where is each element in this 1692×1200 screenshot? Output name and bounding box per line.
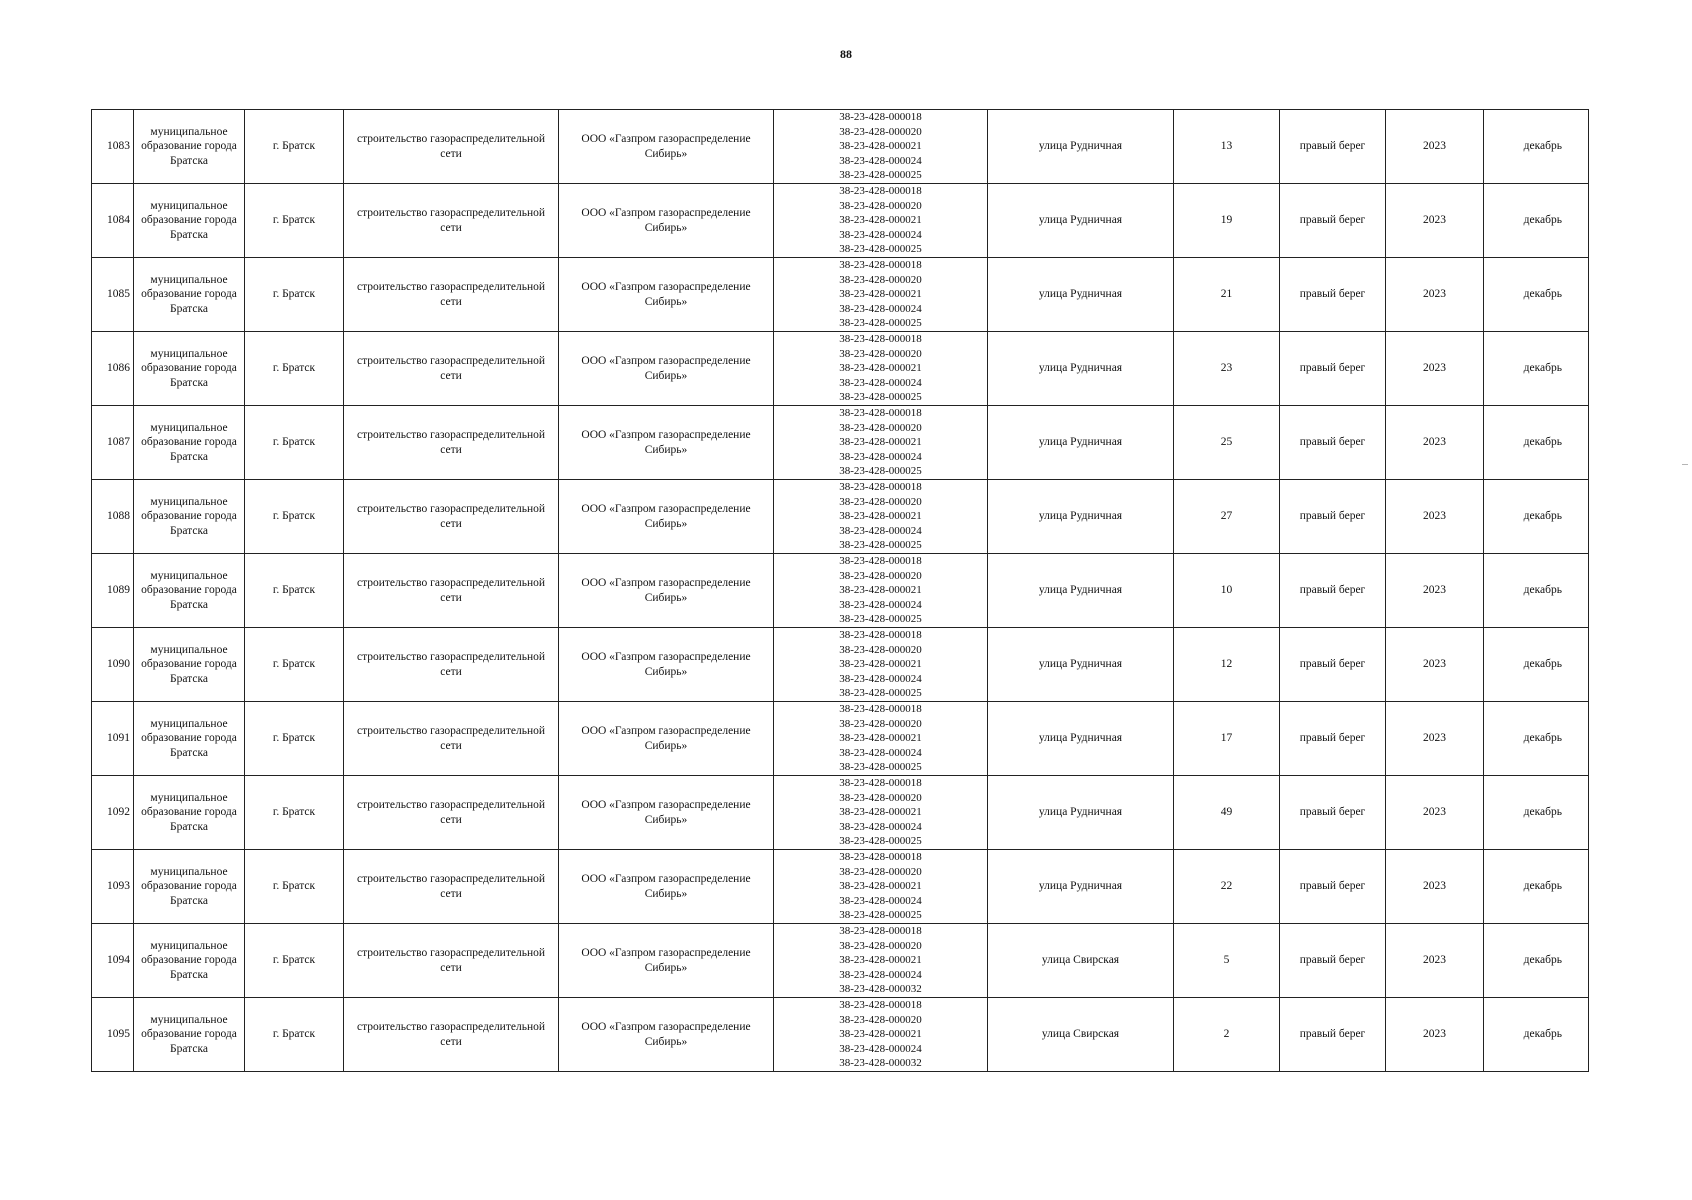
cadastral-number: 38-23-428-000021 (839, 214, 922, 227)
table-row (92, 480, 1589, 554)
row-number: 1091 (92, 702, 134, 776)
row-number: 1094 (92, 924, 134, 998)
cadastral-cell (774, 258, 988, 332)
month-cell: декабрь (1484, 184, 1589, 258)
cadastral-cell (774, 480, 988, 554)
row-number: 1087 (92, 406, 134, 480)
cadastral-number: 38-23-428-000020 (839, 199, 922, 212)
month-cell: декабрь (1484, 776, 1589, 850)
cadastral-number: 38-23-428-000025 (839, 835, 922, 848)
cadastral-number: 38-23-428-000018 (839, 629, 922, 642)
district-cell: правый берег (1280, 924, 1386, 998)
house-number-cell: 12 (1174, 628, 1280, 702)
cadastral-number: 38-23-428-000025 (839, 317, 922, 330)
table-row (92, 776, 1589, 850)
year-cell: 2023 (1386, 554, 1484, 628)
cadastral-number: 38-23-428-000021 (839, 658, 922, 671)
street-cell: улица Рудничная (988, 184, 1174, 258)
municipality-cell: муниципальное образование города Братска (134, 258, 245, 332)
house-number-cell: 13 (1174, 110, 1280, 184)
locality-cell: г. Братск (245, 924, 344, 998)
owner-cell: ООО «Газпром газораспределение Сибирь» (559, 850, 774, 924)
table-row (92, 850, 1589, 924)
cadastral-cell (774, 406, 988, 480)
cadastral-number: 38-23-428-000021 (839, 510, 922, 523)
municipality-cell: муниципальное образование города Братска (134, 406, 245, 480)
month-cell: декабрь (1484, 998, 1589, 1072)
table-row (92, 702, 1589, 776)
street-cell: улица Рудничная (988, 702, 1174, 776)
cadastral-number: 38-23-428-000020 (839, 939, 922, 952)
cadastral-number: 38-23-428-000021 (839, 1028, 922, 1041)
row-number: 1092 (92, 776, 134, 850)
cadastral-cell (774, 332, 988, 406)
cadastral-number: 38-23-428-000024 (839, 894, 922, 907)
cadastral-cell (774, 850, 988, 924)
cadastral-number: 38-23-428-000025 (839, 761, 922, 774)
house-number-cell: 17 (1174, 702, 1280, 776)
cadastral-number: 38-23-428-000024 (839, 228, 922, 241)
district-cell: правый берег (1280, 776, 1386, 850)
table-row (92, 258, 1589, 332)
municipality-cell: муниципальное образование города Братска (134, 998, 245, 1072)
table-row (92, 332, 1589, 406)
year-cell: 2023 (1386, 628, 1484, 702)
table-row (92, 998, 1589, 1072)
locality-cell: г. Братск (245, 628, 344, 702)
locality-cell: г. Братск (245, 258, 344, 332)
cadastral-cell (774, 924, 988, 998)
year-cell: 2023 (1386, 924, 1484, 998)
cadastral-number: 38-23-428-000025 (839, 687, 922, 700)
street-cell: улица Рудничная (988, 776, 1174, 850)
cadastral-number: 38-23-428-000024 (839, 524, 922, 537)
scan-mark (1682, 464, 1688, 465)
row-number: 1095 (92, 998, 134, 1072)
municipality-cell: муниципальное образование города Братска (134, 332, 245, 406)
cadastral-number: 38-23-428-000018 (839, 333, 922, 346)
cadastral-number: 38-23-428-000020 (839, 495, 922, 508)
owner-cell: ООО «Газпром газораспределение Сибирь» (559, 406, 774, 480)
cadastral-number: 38-23-428-000021 (839, 140, 922, 153)
table-row (92, 406, 1589, 480)
purpose-cell: строительство газораспределительной сети (344, 776, 559, 850)
municipality-cell: муниципальное образование города Братска (134, 554, 245, 628)
cadastral-number: 38-23-428-000018 (839, 703, 922, 716)
row-number: 1089 (92, 554, 134, 628)
month-cell: декабрь (1484, 628, 1589, 702)
table-row (92, 924, 1589, 998)
locality-cell: г. Братск (245, 332, 344, 406)
purpose-cell: строительство газораспределительной сети (344, 924, 559, 998)
cadastral-number: 38-23-428-000021 (839, 806, 922, 819)
cadastral-number: 38-23-428-000018 (839, 111, 922, 124)
owner-cell: ООО «Газпром газораспределение Сибирь» (559, 258, 774, 332)
owner-cell: ООО «Газпром газораспределение Сибирь» (559, 110, 774, 184)
house-number-cell: 23 (1174, 332, 1280, 406)
locality-cell: г. Братск (245, 110, 344, 184)
year-cell: 2023 (1386, 850, 1484, 924)
cadastral-number: 38-23-428-000018 (839, 407, 922, 420)
district-cell: правый берег (1280, 554, 1386, 628)
cadastral-number: 38-23-428-000021 (839, 362, 922, 375)
municipality-cell: муниципальное образование города Братска (134, 702, 245, 776)
cadastral-number: 38-23-428-000020 (839, 569, 922, 582)
table-row (92, 554, 1589, 628)
district-cell: правый берег (1280, 702, 1386, 776)
street-cell: улица Рудничная (988, 480, 1174, 554)
district-cell: правый берег (1280, 258, 1386, 332)
cadastral-cell (774, 998, 988, 1072)
cadastral-cell (774, 702, 988, 776)
purpose-cell: строительство газораспределительной сети (344, 258, 559, 332)
house-number-cell: 49 (1174, 776, 1280, 850)
owner-cell: ООО «Газпром газораспределение Сибирь» (559, 776, 774, 850)
cadastral-number: 38-23-428-000018 (839, 259, 922, 272)
purpose-cell: строительство газораспределительной сети (344, 702, 559, 776)
month-cell: декабрь (1484, 850, 1589, 924)
owner-cell: ООО «Газпром газораспределение Сибирь» (559, 480, 774, 554)
row-number: 1090 (92, 628, 134, 702)
table-row (92, 184, 1589, 258)
cadastral-number: 38-23-428-000025 (839, 613, 922, 626)
district-cell: правый берег (1280, 110, 1386, 184)
month-cell: декабрь (1484, 258, 1589, 332)
year-cell: 2023 (1386, 776, 1484, 850)
cadastral-number: 38-23-428-000021 (839, 732, 922, 745)
locality-cell: г. Братск (245, 998, 344, 1072)
district-cell: правый берег (1280, 480, 1386, 554)
owner-cell: ООО «Газпром газораспределение Сибирь» (559, 702, 774, 776)
locality-cell: г. Братск (245, 702, 344, 776)
row-number: 1086 (92, 332, 134, 406)
cadastral-number: 38-23-428-000025 (839, 909, 922, 922)
purpose-cell: строительство газораспределительной сети (344, 998, 559, 1072)
district-cell: правый берег (1280, 406, 1386, 480)
street-cell: улица Рудничная (988, 258, 1174, 332)
year-cell: 2023 (1386, 998, 1484, 1072)
purpose-cell: строительство газораспределительной сети (344, 110, 559, 184)
purpose-cell: строительство газораспределительной сети (344, 850, 559, 924)
cadastral-number: 38-23-428-000020 (839, 643, 922, 656)
district-cell: правый берег (1280, 850, 1386, 924)
year-cell: 2023 (1386, 702, 1484, 776)
cadastral-number: 38-23-428-000024 (839, 672, 922, 685)
municipality-cell: муниципальное образование города Братска (134, 628, 245, 702)
cadastral-number: 38-23-428-000024 (839, 598, 922, 611)
municipality-cell: муниципальное образование города Братска (134, 480, 245, 554)
cadastral-number: 38-23-428-000021 (839, 436, 922, 449)
row-number: 1083 (92, 110, 134, 184)
cadastral-cell (774, 776, 988, 850)
house-number-cell: 27 (1174, 480, 1280, 554)
month-cell: декабрь (1484, 110, 1589, 184)
year-cell: 2023 (1386, 110, 1484, 184)
owner-cell: ООО «Газпром газораспределение Сибирь» (559, 332, 774, 406)
owner-cell: ООО «Газпром газораспределение Сибирь» (559, 924, 774, 998)
district-cell: правый берег (1280, 998, 1386, 1072)
cadastral-number: 38-23-428-000020 (839, 865, 922, 878)
page-number: 88 (840, 47, 852, 61)
street-cell: улица Рудничная (988, 850, 1174, 924)
year-cell: 2023 (1386, 258, 1484, 332)
cadastral-number: 38-23-428-000024 (839, 154, 922, 167)
cadastral-number: 38-23-428-000020 (839, 791, 922, 804)
owner-cell: ООО «Газпром газораспределение Сибирь» (559, 184, 774, 258)
cadastral-number: 38-23-428-000021 (839, 288, 922, 301)
district-cell: правый берег (1280, 184, 1386, 258)
cadastral-number: 38-23-428-000025 (839, 539, 922, 552)
cadastral-number: 38-23-428-000024 (839, 1042, 922, 1055)
cadastral-number: 38-23-428-000018 (839, 555, 922, 568)
owner-cell: ООО «Газпром газораспределение Сибирь» (559, 554, 774, 628)
table-row (92, 110, 1589, 184)
cadastral-number: 38-23-428-000024 (839, 302, 922, 315)
purpose-cell: строительство газораспределительной сети (344, 184, 559, 258)
year-cell: 2023 (1386, 480, 1484, 554)
cadastral-number: 38-23-428-000021 (839, 954, 922, 967)
cadastral-number: 38-23-428-000024 (839, 968, 922, 981)
street-cell: улица Рудничная (988, 406, 1174, 480)
month-cell: декабрь (1484, 702, 1589, 776)
house-number-cell: 22 (1174, 850, 1280, 924)
cadastral-number: 38-23-428-000018 (839, 925, 922, 938)
row-number: 1093 (92, 850, 134, 924)
district-cell: правый берег (1280, 332, 1386, 406)
cadastral-cell (774, 628, 988, 702)
cadastral-number: 38-23-428-000018 (839, 185, 922, 198)
house-number-cell: 10 (1174, 554, 1280, 628)
year-cell: 2023 (1386, 184, 1484, 258)
municipality-cell: муниципальное образование города Братска (134, 184, 245, 258)
cadastral-number: 38-23-428-000018 (839, 851, 922, 864)
cadastral-number: 38-23-428-000020 (839, 717, 922, 730)
house-number-cell: 5 (1174, 924, 1280, 998)
row-number: 1084 (92, 184, 134, 258)
municipality-cell: муниципальное образование города Братска (134, 850, 245, 924)
year-cell: 2023 (1386, 332, 1484, 406)
cadastral-number: 38-23-428-000018 (839, 777, 922, 790)
cadastral-number: 38-23-428-000032 (839, 983, 922, 996)
street-cell: улица Рудничная (988, 332, 1174, 406)
purpose-cell: строительство газораспределительной сети (344, 332, 559, 406)
row-number: 1085 (92, 258, 134, 332)
gasification-registry-table (91, 109, 1589, 1072)
cadastral-number: 38-23-428-000018 (839, 481, 922, 494)
cadastral-number: 38-23-428-000025 (839, 243, 922, 256)
locality-cell: г. Братск (245, 554, 344, 628)
cadastral-number: 38-23-428-000018 (839, 999, 922, 1012)
month-cell: декабрь (1484, 554, 1589, 628)
municipality-cell: муниципальное образование города Братска (134, 110, 245, 184)
table-row (92, 628, 1589, 702)
street-cell: улица Рудничная (988, 628, 1174, 702)
purpose-cell: строительство газораспределительной сети (344, 554, 559, 628)
municipality-cell: муниципальное образование города Братска (134, 776, 245, 850)
cadastral-number: 38-23-428-000032 (839, 1057, 922, 1070)
cadastral-number: 38-23-428-000024 (839, 376, 922, 389)
street-cell: улица Свирская (988, 998, 1174, 1072)
year-cell: 2023 (1386, 406, 1484, 480)
locality-cell: г. Братск (245, 406, 344, 480)
locality-cell: г. Братск (245, 850, 344, 924)
cadastral-cell (774, 554, 988, 628)
street-cell: улица Рудничная (988, 554, 1174, 628)
cadastral-number: 38-23-428-000024 (839, 820, 922, 833)
month-cell: декабрь (1484, 924, 1589, 998)
owner-cell: ООО «Газпром газораспределение Сибирь» (559, 628, 774, 702)
house-number-cell: 2 (1174, 998, 1280, 1072)
cadastral-number: 38-23-428-000025 (839, 465, 922, 478)
cadastral-number: 38-23-428-000024 (839, 450, 922, 463)
purpose-cell: строительство газораспределительной сети (344, 480, 559, 554)
cadastral-cell (774, 110, 988, 184)
cadastral-number: 38-23-428-000020 (839, 347, 922, 360)
purpose-cell: строительство газораспределительной сети (344, 628, 559, 702)
cadastral-number: 38-23-428-000021 (839, 880, 922, 893)
month-cell: декабрь (1484, 406, 1589, 480)
cadastral-number: 38-23-428-000020 (839, 421, 922, 434)
district-cell: правый берег (1280, 628, 1386, 702)
registry-body (92, 110, 1589, 1072)
cadastral-number: 38-23-428-000021 (839, 584, 922, 597)
month-cell: декабрь (1484, 480, 1589, 554)
month-cell: декабрь (1484, 332, 1589, 406)
cadastral-number: 38-23-428-000020 (839, 125, 922, 138)
locality-cell: г. Братск (245, 184, 344, 258)
cadastral-number: 38-23-428-000020 (839, 1013, 922, 1026)
house-number-cell: 19 (1174, 184, 1280, 258)
house-number-cell: 25 (1174, 406, 1280, 480)
locality-cell: г. Братск (245, 480, 344, 554)
street-cell: улица Рудничная (988, 110, 1174, 184)
cadastral-number: 38-23-428-000024 (839, 746, 922, 759)
owner-cell: ООО «Газпром газораспределение Сибирь» (559, 998, 774, 1072)
municipality-cell: муниципальное образование города Братска (134, 924, 245, 998)
purpose-cell: строительство газораспределительной сети (344, 406, 559, 480)
street-cell: улица Свирская (988, 924, 1174, 998)
cadastral-cell (774, 184, 988, 258)
cadastral-number: 38-23-428-000025 (839, 391, 922, 404)
cadastral-number: 38-23-428-000020 (839, 273, 922, 286)
house-number-cell: 21 (1174, 258, 1280, 332)
locality-cell: г. Братск (245, 776, 344, 850)
cadastral-number: 38-23-428-000025 (839, 169, 922, 182)
row-number: 1088 (92, 480, 134, 554)
